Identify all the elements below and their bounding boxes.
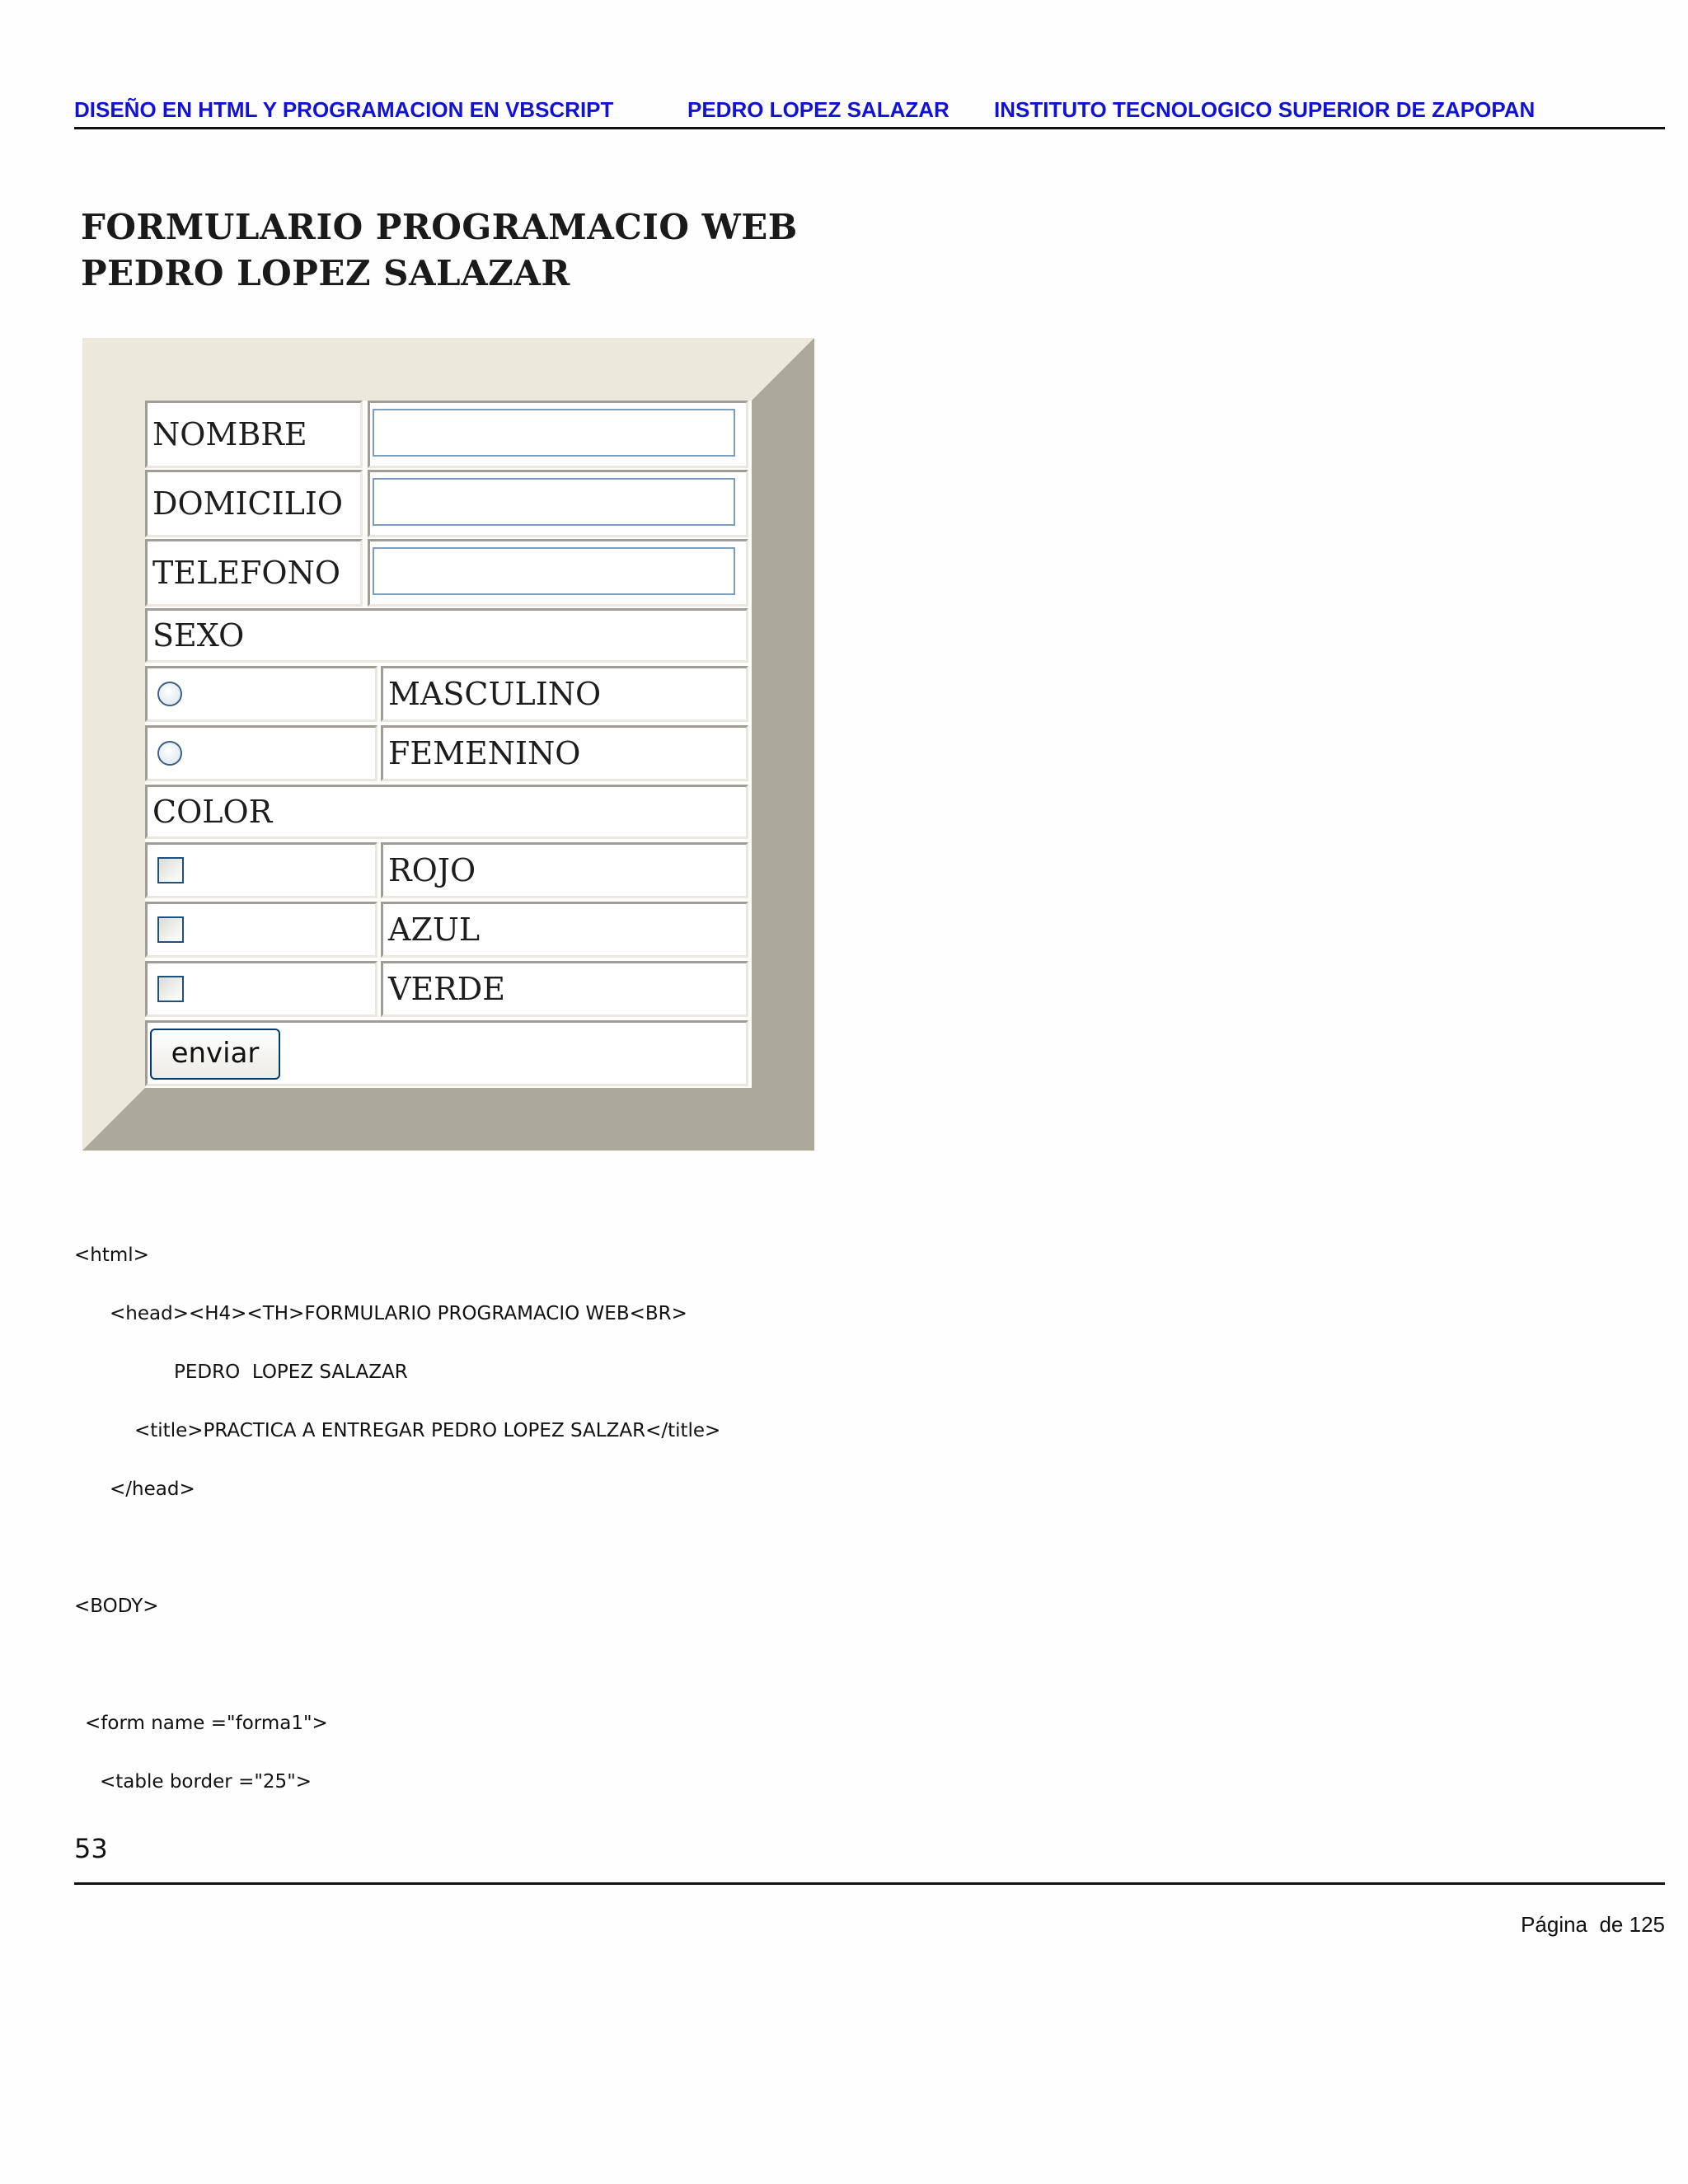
sexo-label: SEXO (145, 608, 748, 663)
code-line: </head> (110, 1479, 195, 1500)
code-line: <head><H4><TH>FORMULARIO PROGRAMACIO WEB<BR> (110, 1303, 687, 1324)
radio-cell-masculino (145, 666, 377, 722)
radio-cell-femenino (145, 725, 377, 781)
code-line: <table border ="25"> (100, 1771, 312, 1793)
checkbox-rojo[interactable] (157, 857, 184, 883)
running-header (74, 97, 1665, 129)
code-line: <BODY> (74, 1596, 159, 1617)
nombre-cell (368, 401, 748, 468)
form-table-frame (82, 338, 814, 1151)
radio-masculino[interactable] (157, 682, 182, 706)
checkbox-azul[interactable] (157, 916, 184, 943)
color-label: COLOR (145, 785, 748, 839)
nombre-label: NOMBRE (145, 401, 363, 468)
title-line-2: PEDRO LOPEZ SALAZAR (81, 253, 570, 293)
page-number-bar (74, 1831, 1665, 1885)
telefono-input[interactable] (373, 547, 735, 595)
form-screenshot-title (81, 204, 798, 297)
header-subject: DISEÑO EN HTML Y PROGRAMACION EN VBSCRIPT (74, 97, 614, 122)
code-line: <form name ="forma1"> (85, 1713, 328, 1734)
domicilio-input[interactable] (373, 478, 735, 526)
enviar-button[interactable]: enviar (150, 1029, 280, 1080)
checkbox-cell-rojo (145, 842, 377, 898)
telefono-cell (368, 539, 748, 607)
verde-label: VERDE (381, 961, 748, 1017)
checkbox-cell-verde (145, 961, 377, 1017)
form-table (145, 401, 752, 1088)
checkbox-verde[interactable] (157, 976, 184, 1002)
rojo-label: ROJO (381, 842, 748, 898)
title-line-1: FORMULARIO PROGRAMACIO WEB (81, 207, 798, 247)
header-institution: INSTITUTO TECNOLOGICO SUPERIOR DE ZAPOPAN (994, 97, 1536, 122)
domicilio-cell (368, 470, 748, 537)
code-line: PEDRO LOPEZ SALAZAR (174, 1361, 408, 1383)
code-line: <html> (74, 1244, 149, 1266)
masculino-label: MASCULINO (381, 666, 748, 722)
checkbox-cell-azul (145, 902, 377, 958)
radio-femenino[interactable] (157, 741, 182, 766)
page-number: 53 (74, 1833, 108, 1864)
page-footer: Página de 125 (1521, 1912, 1665, 1937)
nombre-input[interactable] (373, 409, 735, 457)
femenino-label: FEMENINO (381, 725, 748, 781)
header-author: PEDRO LOPEZ SALAZAR (687, 97, 950, 122)
code-line: <title>PRACTICA A ENTREGAR PEDRO LOPEZ SALZAR</title> (134, 1420, 721, 1441)
telefono-label: TELEFONO (145, 539, 363, 607)
domicilio-label: DOMICILIO (145, 470, 363, 537)
azul-label: AZUL (381, 902, 748, 958)
